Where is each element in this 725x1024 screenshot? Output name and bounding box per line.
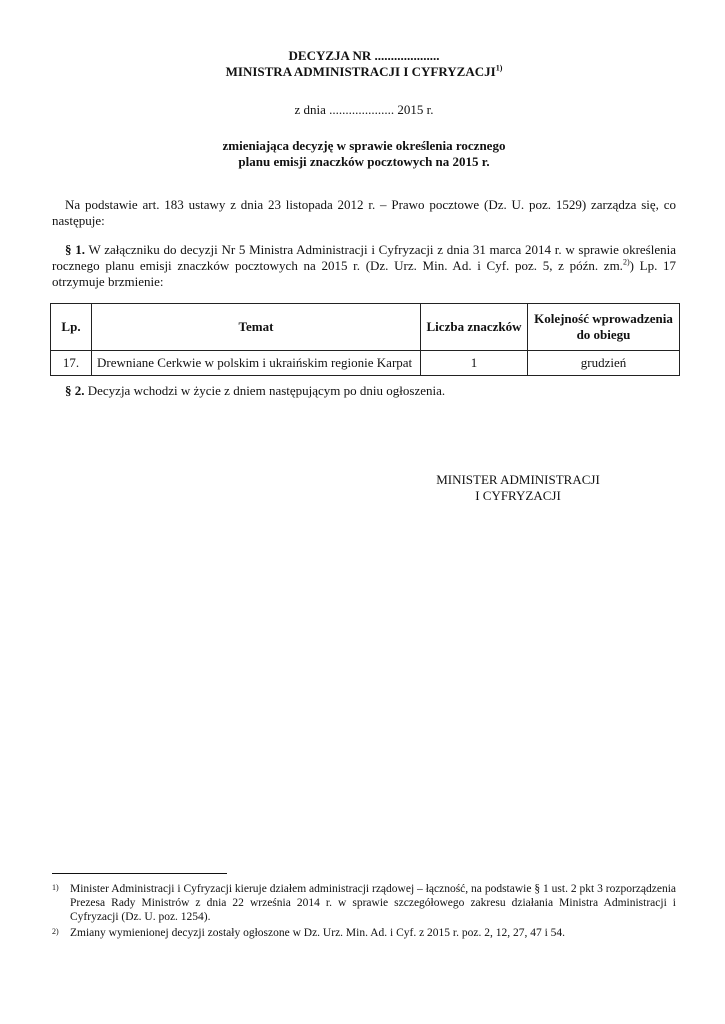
footnote-ref-2: 2) [622, 257, 630, 267]
header-lp: Lp. [51, 304, 92, 351]
cell-lp: 17. [51, 351, 92, 376]
cell-temat: Drewniane Cerkwie w polskim i ukraińskim regionie Karpat [92, 351, 421, 376]
issuer-name: MINISTRA ADMINISTRACJI I CYFRYZACJI [225, 64, 496, 79]
subject-line-2: planu emisji znaczków pocztowych na 2015 r. [238, 154, 490, 169]
footnote-1-mark: 1) [52, 883, 59, 892]
section-1-label: § 1. [65, 242, 85, 257]
header-liczba: Liczba znaczków [421, 304, 528, 351]
footnote-2 [52, 926, 676, 940]
footnote-divider [52, 873, 227, 874]
issuer-title [52, 64, 676, 80]
stamp-plan-table [50, 303, 680, 376]
table-header-row [51, 304, 680, 351]
footnotes [52, 882, 676, 940]
section-1 [52, 242, 676, 290]
decision-number: DECYZJA NR .................... [288, 48, 440, 63]
header-temat: Temat [92, 304, 421, 351]
table-row [51, 351, 680, 376]
header-kolejnosc: Kolejność wprowadzenia do obiegu [528, 304, 680, 351]
section-1-text: W załączniku do decyzji Nr 5 Ministra Administracji i Cyfryzacji z dnia 31 marca 2014 r. w sprawie określenia rocznego planu emisji znaczków pocztowych na 2015 r. (Dz. Urz. Min. Ad. i Cyf. poz. 5, z późn. zm. [52, 242, 676, 273]
cell-liczba: 1 [421, 351, 528, 376]
footnote-2-mark: 2) [52, 927, 59, 936]
section-2 [52, 383, 676, 399]
footnote-1 [52, 882, 676, 924]
decision-subject [52, 138, 676, 170]
signature-line-2: I CYFRYZACJI [475, 488, 561, 503]
footnote-2-text: Zmiany wymienionej decyzji zostały ogłoszone w Dz. Urz. Min. Ad. i Cyf. z 2015 r. poz. 2, 12, 27, 47 i 54. [70, 927, 566, 939]
signature-line-1: MINISTER ADMINISTRACJI [436, 472, 600, 487]
section-2-text: Decyzja wchodzi w życie z dniem następującym po dniu ogłoszenia. [84, 383, 446, 398]
footnote-ref-1: 1) [495, 63, 503, 73]
subject-line-1: zmieniająca decyzję w sprawie określenia rocznego [222, 138, 506, 153]
cell-kolejnosc: grudzień [528, 351, 680, 376]
section-2-label: § 2. [65, 383, 85, 398]
signature-block [433, 472, 603, 504]
decision-date: z dnia .................... 2015 r. [294, 102, 434, 117]
document-body [52, 48, 676, 412]
footnote-1-text: Minister Administracji i Cyfryzacji kieruje działem administracji rządowej – łączność, na podstawie § 1 ust. 2 pkt 3 rozporządzenia Prezesa Rady Ministrów z dnia 22 września 2014 r. w sprawie szczegółowego zakresu działania Ministra Administracji i Cyfryzacji (Dz. U. poz. 1254). [70, 883, 676, 923]
section-1-text-end: ) Lp. 17 otrzymuje brzmienie: [52, 258, 677, 289]
preamble: Na podstawie art. 183 ustawy z dnia 23 listopada 2012 r. – Prawo pocztowe (Dz. U. poz. 1529) zarządza się, co następuje: [52, 197, 676, 228]
